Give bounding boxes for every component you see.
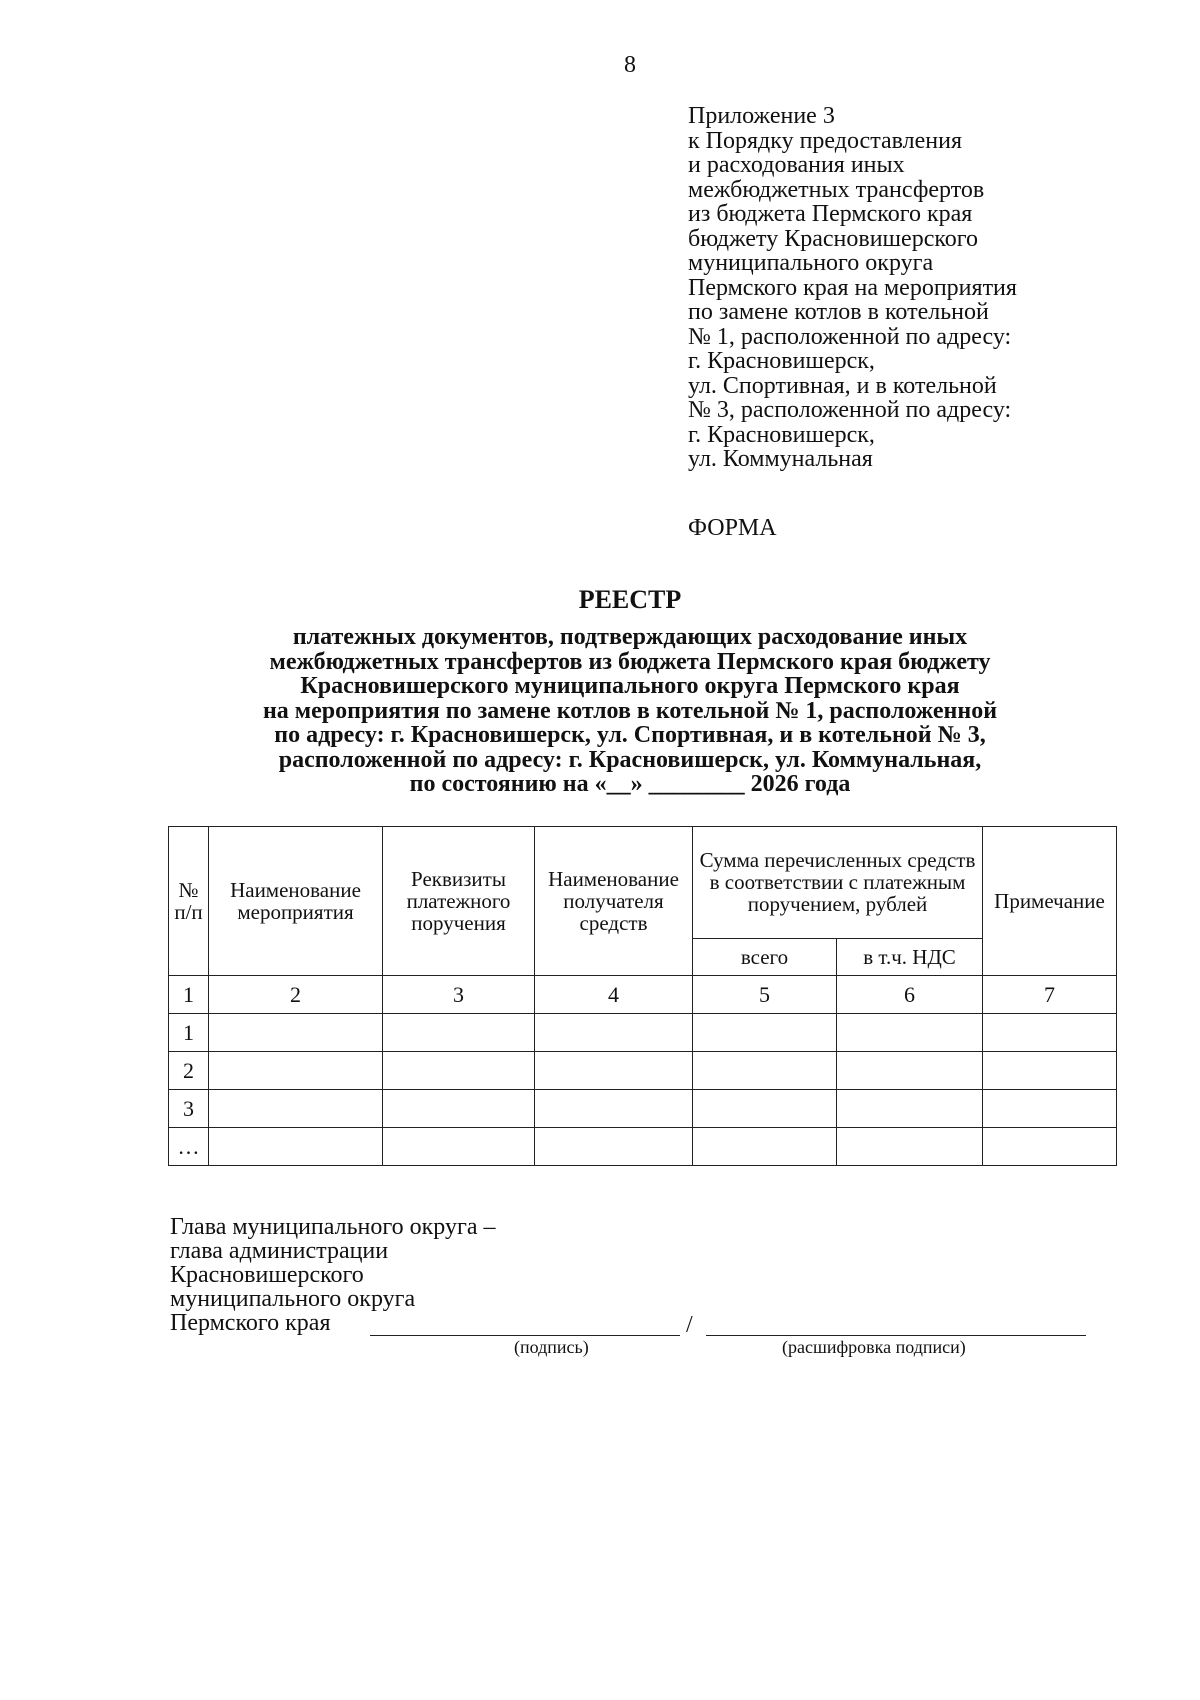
column-number: 1 [169, 976, 209, 1014]
row-payment-details [383, 1128, 535, 1166]
signature-block [170, 1215, 1130, 1335]
table-row [169, 1128, 1117, 1166]
row-recipient [535, 1052, 693, 1090]
row-recipient [535, 1090, 693, 1128]
column-number: 7 [983, 976, 1117, 1014]
registry-table [168, 826, 1117, 1166]
signature-slash: / [686, 1312, 693, 1338]
appendix-line: Пермского края на мероприятия [688, 274, 1017, 301]
row-vat [837, 1090, 983, 1128]
row-note [983, 1128, 1117, 1166]
subtitle-line: по адресу: г. Красновишерск, ул. Спортивная, и в котельной № 3, [274, 722, 986, 748]
row-num: 3 [169, 1090, 209, 1128]
header-recipient: Наименование получателя средств [535, 827, 693, 976]
row-vat [837, 1052, 983, 1090]
signatory-line: Красновишерского [170, 1262, 364, 1288]
subtitle-line: по состоянию на «__» ________ 2026 года [409, 771, 851, 797]
header-num: № п/п [169, 827, 209, 976]
table-row [169, 1052, 1117, 1090]
appendix-line: к Порядку предоставления [688, 127, 963, 154]
signature-line [370, 1335, 680, 1336]
form-label: ФОРМА [688, 515, 777, 541]
appendix-line: Приложение 3 [688, 103, 835, 129]
row-total [693, 1090, 837, 1128]
row-note [983, 1014, 1117, 1052]
header-vat: в т.ч. НДС [837, 938, 983, 975]
signatory-line: муниципального округа [170, 1286, 416, 1312]
appendix-line: ул. Спортивная, и в котельной [688, 372, 997, 399]
document-title: РЕЕСТР [578, 585, 682, 614]
row-num: 1 [169, 1014, 209, 1052]
table-row [169, 1090, 1117, 1128]
column-number: 4 [535, 976, 693, 1014]
header-event: Наименование мероприятия [209, 827, 383, 976]
column-number: 3 [383, 976, 535, 1014]
signatory-line: глава администрации [170, 1238, 389, 1264]
row-num: 2 [169, 1052, 209, 1090]
subtitle-line: платежных документов, подтверждающих расходование иных [292, 624, 968, 650]
row-recipient [535, 1014, 693, 1052]
appendix-line: г. Красновишерск, [688, 348, 875, 374]
signatory-line: Пермского края [170, 1310, 331, 1336]
row-payment-details [383, 1052, 535, 1090]
document-subtitle [0, 625, 1200, 797]
appendix-line: муниципального округа [688, 250, 934, 276]
appendix-line: г. Красновишерск, [688, 421, 875, 448]
row-total [693, 1128, 837, 1166]
appendix-line: бюджету Красновишерского [688, 225, 979, 252]
header-note: Примечание [983, 827, 1117, 976]
appendix-line: из бюджета Пермского края [688, 201, 973, 227]
row-event [209, 1052, 383, 1090]
row-vat [837, 1128, 983, 1166]
row-payment-details [383, 1014, 535, 1052]
row-event [209, 1014, 383, 1052]
appendix-line: межбюджетных трансфертов [688, 176, 985, 203]
subtitle-line: на мероприятия по замене котлов в котельной № 1, расположенной [262, 697, 998, 724]
header-total: всего [693, 938, 837, 975]
appendix-reference [688, 104, 1148, 472]
column-number: 2 [209, 976, 383, 1014]
row-recipient [535, 1128, 693, 1166]
appendix-line: № 1, расположенной по адресу: [688, 323, 1012, 350]
signatory-line: Глава муниципального округа – [170, 1214, 496, 1240]
subtitle-line: расположенной по адресу: г. Красновишерск, ул. Коммунальная, [278, 746, 982, 773]
column-number: 5 [693, 976, 837, 1014]
appendix-line: ул. Коммунальная [688, 446, 873, 472]
header-sum-group: Сумма перечисленных средств в соответствии с платежным поручением, рублей [693, 827, 983, 939]
row-note [983, 1090, 1117, 1128]
row-event [209, 1090, 383, 1128]
row-vat [837, 1014, 983, 1052]
column-number: 6 [837, 976, 983, 1014]
appendix-line: по замене котлов в котельной [688, 299, 989, 325]
row-total [693, 1014, 837, 1052]
appendix-line: и расходования иных [688, 152, 905, 178]
header-payment-details: Реквизиты платежного поручения [383, 827, 535, 976]
decoding-caption: (расшифровка подписи) [782, 1337, 966, 1357]
appendix-line: № 3, расположенной по адресу: [688, 397, 1012, 423]
signature-caption: (подпись) [514, 1337, 589, 1357]
row-payment-details [383, 1090, 535, 1128]
page-number: 8 [624, 52, 636, 78]
subtitle-line: межбюджетных трансфертов из бюджета Пермского края бюджету [269, 648, 991, 675]
row-num: … [169, 1128, 209, 1166]
table-row [169, 1014, 1117, 1052]
row-event [209, 1128, 383, 1166]
subtitle-line: Красновишерского муниципального округа Пермского края [300, 673, 960, 699]
row-note [983, 1052, 1117, 1090]
row-total [693, 1052, 837, 1090]
decoding-line [706, 1335, 1086, 1336]
